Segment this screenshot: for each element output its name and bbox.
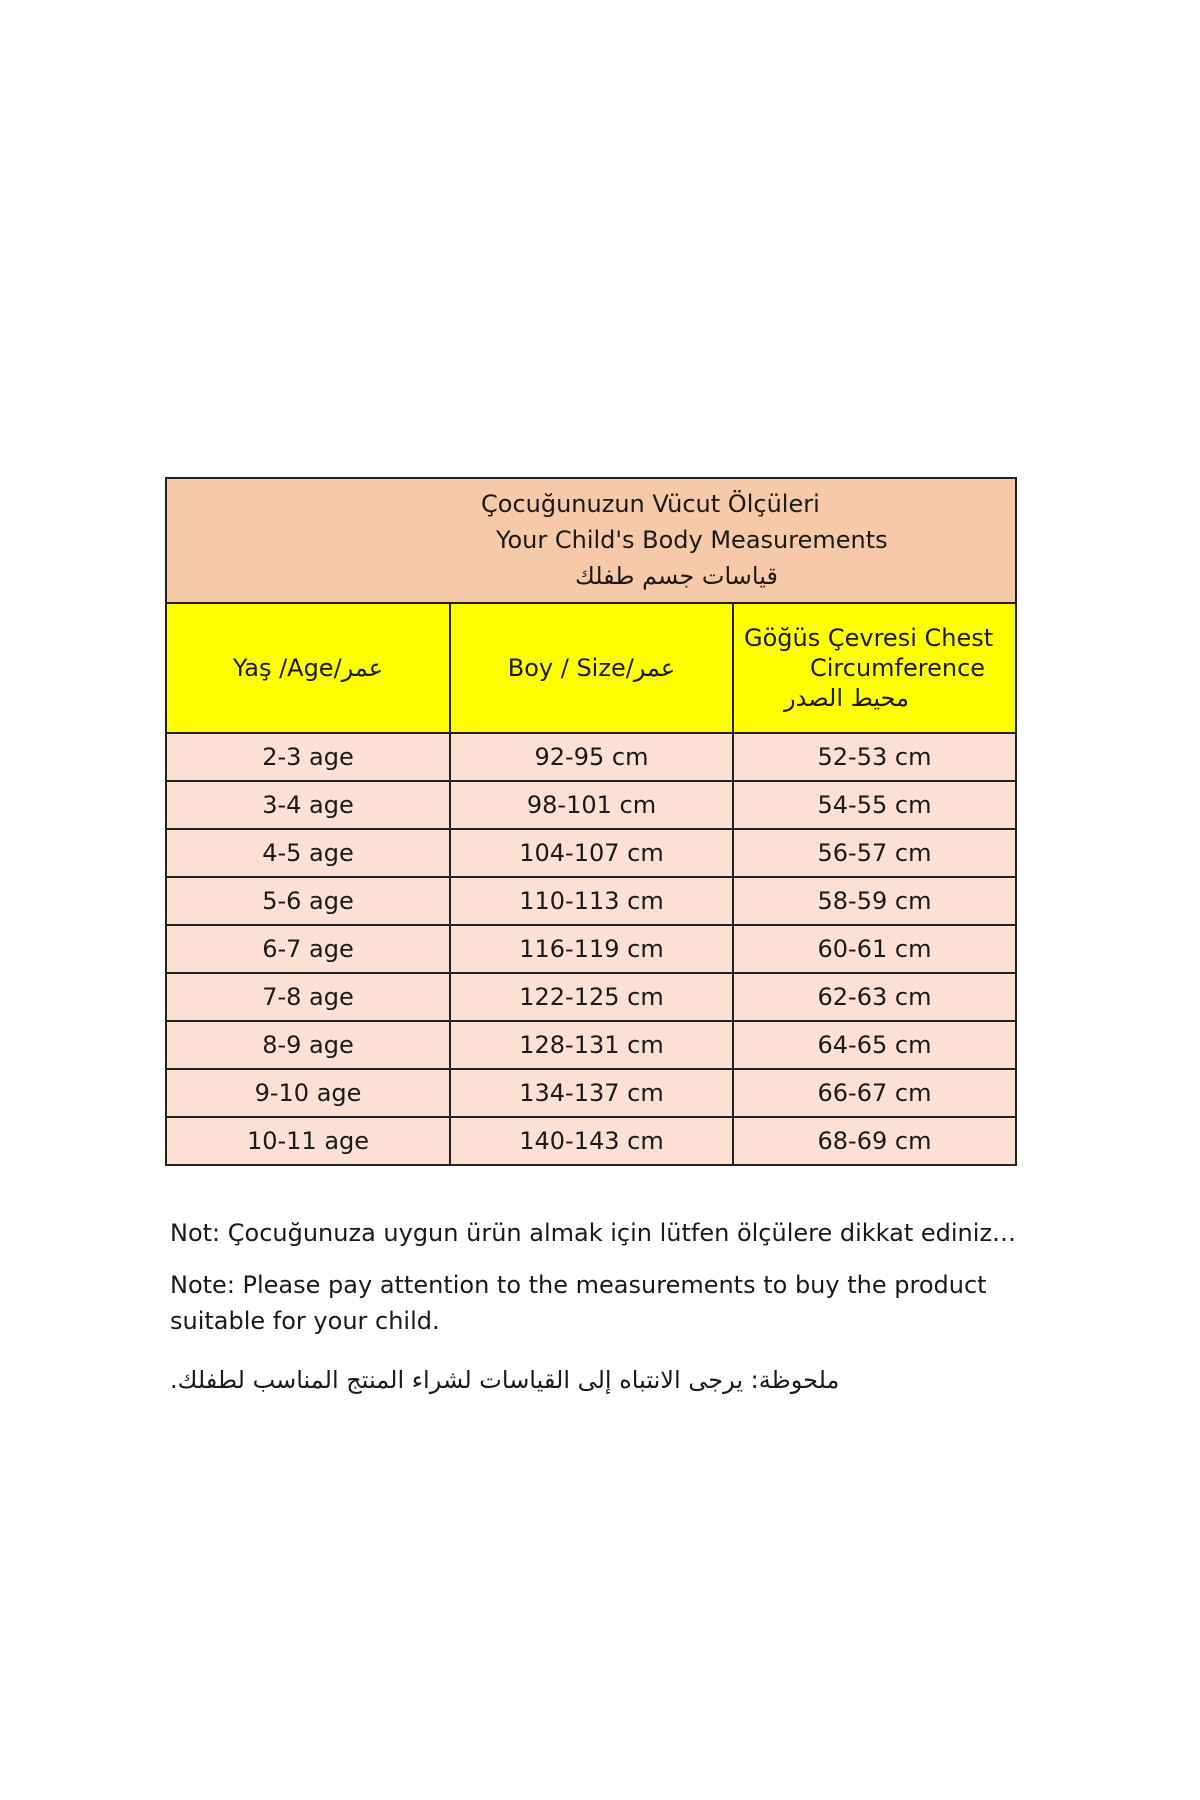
cell-chest: 60-61 cm xyxy=(733,925,1015,973)
cell-age: 5-6 age xyxy=(167,877,450,925)
cell-size: 110-113 cm xyxy=(450,877,733,925)
table-row xyxy=(167,925,1015,973)
table-body xyxy=(167,733,1015,1164)
title-turkish: Çocuğunuzun Vücut Ölçüleri xyxy=(481,490,820,518)
header-chest xyxy=(733,604,1015,733)
cell-chest: 58-59 cm xyxy=(733,877,1015,925)
cell-size: 116-119 cm xyxy=(450,925,733,973)
header-age xyxy=(167,604,450,733)
size-chart xyxy=(165,477,1017,1166)
cell-age: 7-8 age xyxy=(167,973,450,1021)
header-chest-line2: Circumference xyxy=(810,654,986,682)
cell-age: 9-10 age xyxy=(167,1069,450,1117)
cell-size: 122-125 cm xyxy=(450,973,733,1021)
note-english-line2: suitable for your child. xyxy=(170,1307,440,1335)
cell-age: 3-4 age xyxy=(167,781,450,829)
cell-chest: 56-57 cm xyxy=(733,829,1015,877)
cell-chest: 52-53 cm xyxy=(733,733,1015,781)
title-english: Your Child's Body Measurements xyxy=(496,526,888,554)
cell-size: 104-107 cm xyxy=(450,829,733,877)
table-row xyxy=(167,781,1015,829)
title-arabic: قياسات جسم طفلك xyxy=(575,562,778,590)
cell-age: 6-7 age xyxy=(167,925,450,973)
note-arabic: ملحوظة: يرجى الانتباه إلى القياسات لشراء المنتج المناسب لطفلك. xyxy=(170,1366,840,1394)
size-table xyxy=(167,604,1015,1164)
cell-age: 10-11 age xyxy=(167,1117,450,1164)
cell-chest: 68-69 cm xyxy=(733,1117,1015,1164)
cell-size: 98-101 cm xyxy=(450,781,733,829)
header-row xyxy=(167,604,1015,733)
note-turkish: Not: Çocuğunuza uygun ürün almak için lütfen ölçülere dikkat ediniz… xyxy=(170,1219,1017,1247)
cell-age: 4-5 age xyxy=(167,829,450,877)
cell-size: 128-131 cm xyxy=(450,1021,733,1069)
cell-age: 2-3 age xyxy=(167,733,450,781)
header-size xyxy=(450,604,733,733)
table-row xyxy=(167,1021,1015,1069)
header-chest-line3: محيط الصدر xyxy=(784,684,909,712)
notes xyxy=(170,1215,1030,1339)
cell-size: 134-137 cm xyxy=(450,1069,733,1117)
header-chest-line1: Göğüs Çevresi Chest xyxy=(744,624,994,652)
cell-size: 92-95 cm xyxy=(450,733,733,781)
header-size-label: Boy / Size/عمر xyxy=(507,654,676,682)
table-row xyxy=(167,1117,1015,1164)
header-age-label: Yaş /Age/عمر xyxy=(232,654,384,682)
table-row xyxy=(167,733,1015,781)
note-english-line1: Note: Please pay attention to the measurements to buy the product xyxy=(170,1271,987,1299)
cell-age: 8-9 age xyxy=(167,1021,450,1069)
table-row xyxy=(167,973,1015,1021)
table-row xyxy=(167,829,1015,877)
cell-chest: 54-55 cm xyxy=(733,781,1015,829)
chart-title-block xyxy=(167,479,1015,604)
note-english xyxy=(170,1267,1030,1339)
table-row xyxy=(167,1069,1015,1117)
cell-size: 140-143 cm xyxy=(450,1117,733,1164)
table-row xyxy=(167,877,1015,925)
cell-chest: 62-63 cm xyxy=(733,973,1015,1021)
cell-chest: 66-67 cm xyxy=(733,1069,1015,1117)
cell-chest: 64-65 cm xyxy=(733,1021,1015,1069)
